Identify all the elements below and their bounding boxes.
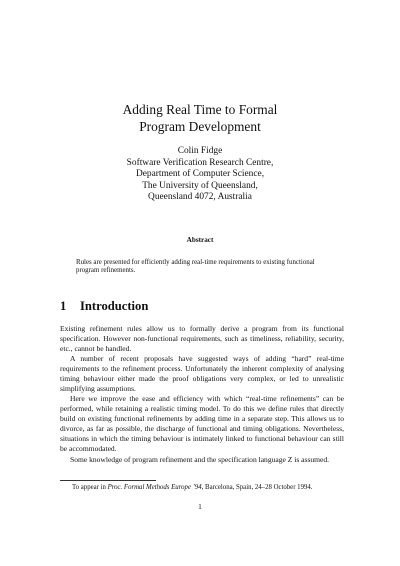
abstract-heading: Abstract xyxy=(186,236,214,244)
footnote xyxy=(72,484,362,492)
paragraph: Existing refinement rules allow us to formally derive a program from its functional specification. However non-functional requirements, such as timeliness, reliability, security, etc., cannot be handled. xyxy=(60,324,344,353)
title-line-1: Adding Real Time to Formal xyxy=(122,102,278,117)
paragraph: Some knowledge of program refinement and the specification language Z is assumed. xyxy=(70,454,330,464)
affiliation-line-2: Department of Computer Science, xyxy=(135,169,265,180)
footnote-suffix: , Barcelona, Spain, 24–28 October 1994. xyxy=(201,484,313,491)
page-number: 1 xyxy=(198,502,202,511)
paragraph: A number of recent proposals have suggested ways of adding “hard” real-time requirements to the refinement process. Unfortunately the inherent complexity of analysing timing behaviour either made the proof obligations very complex, or led to unrealistic simplifying assumptions. xyxy=(60,354,344,394)
section-title: Introduction xyxy=(80,299,149,313)
affiliation-line-3: The University of Queensland, xyxy=(142,180,258,191)
affiliation-line-1: Software Verification Research Centre, xyxy=(126,157,274,168)
author-block xyxy=(0,146,400,204)
section-number: 1 xyxy=(60,299,67,313)
abstract-text: Rules are presented for efficiently adding real-time requirements to existing functional program refinements. xyxy=(76,259,315,275)
section-heading xyxy=(60,299,148,314)
body-text xyxy=(60,324,344,465)
footnote-rule xyxy=(60,480,156,481)
footnote-venue: Proc. Formal Methods Europe ’94 xyxy=(107,484,202,491)
paragraph: Here we improve the ease and efficiency with which “real-time refinements” can be performed, while retaining a realistic timing model. To do this we define rules that directly build on existing functional refinements by adding time in a separate step. This allows us to divorce, as far as possible, the discharge of functional and timing obligations. Nevertheless, situations in which the timing behaviour is intimately linked to functional behaviour can still be accommodated. xyxy=(60,394,344,454)
author-name: Colin Fidge xyxy=(177,146,223,156)
affiliation-line-4: Queensland 4072, Australia xyxy=(148,192,252,203)
footnote-prefix: To appear in xyxy=(72,484,108,491)
title-line-2: Program Development xyxy=(139,119,261,134)
paper-title xyxy=(0,101,400,135)
